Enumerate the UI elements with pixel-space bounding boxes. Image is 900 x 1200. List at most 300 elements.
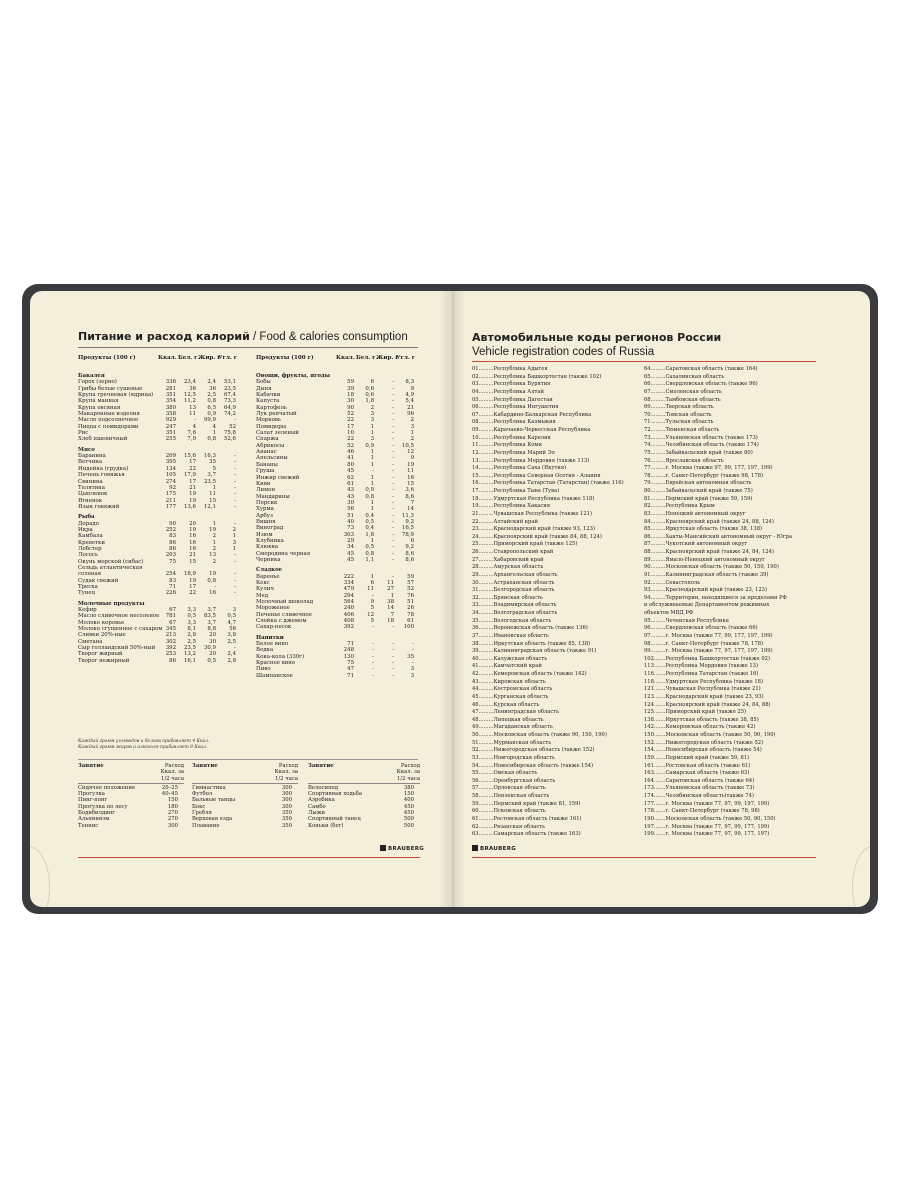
protein-value: 7,6 [187,430,196,437]
carb-value: - [234,590,236,597]
region-code-entry: 27.........Хабаровский край [472,556,544,563]
region-code-entry: 96.........Свердловская область (также 66) [644,625,758,632]
kcal-value: 253 [165,651,176,658]
fat-value: 20 [209,632,216,639]
brand-label: BRAUBERG [388,845,425,852]
product-name: Изюм [256,531,273,538]
kcal-value: 130 [343,653,354,660]
fat-value: 15 [209,497,216,504]
kcal-value: 83 [169,533,176,540]
region-code-entry: 95.........Чеченская Республика [644,617,729,624]
activity-name: Аэробика [308,797,335,804]
protein-value: 0,9 [365,487,374,494]
fat-value: - [392,449,394,456]
activity-kcal: 300 [281,784,292,791]
region-code-entry: 190.......Московская область (также 50, 90, 150) [644,815,776,822]
protein-value: - [372,468,374,475]
fat-value: 35 [209,459,216,466]
protein-value: 1 [370,449,374,456]
activity-name: Коньки (бег) [308,822,344,829]
protein-value: 6 [370,580,374,586]
product-name: Черника [256,556,281,563]
fat-value: - [392,398,394,405]
fat-value: - [392,537,394,544]
activity-header-row [192,776,298,782]
carb-value: - [412,660,414,667]
kcal-value: 67 [169,607,176,614]
logo-mark-icon [380,845,386,851]
carb-value: 11,3 [401,512,414,519]
fat-value: 38 [387,599,394,606]
kcal-value: 479 [343,586,354,593]
protein-value: 8,1 [187,626,196,633]
protein-value: 0,5 [365,544,374,551]
region-code-entry: 04.........Республика Алтай [472,388,544,395]
region-code-entry: 83.........Ненецкий автономный округ [644,510,746,517]
product-name: Баранина [78,453,106,460]
carb-value: 4,7 [227,619,236,626]
activity-kcal: 400 [403,797,414,804]
region-code-entry: 79.........Еврейская автономная область [644,480,752,487]
table-row [256,624,420,630]
region-code-entry: 125.......Приморский край (также 25) [644,709,747,716]
carb-value: - [234,503,236,510]
table-row [78,436,242,442]
carb-value: 3,8 [227,632,236,639]
activity-divider [78,759,418,760]
region-code-entry: 41.........Камчатский край [472,663,542,670]
left-page [30,291,452,907]
activity-name: Спортивная ходьба [308,791,362,798]
region-code-entry: 23.........Краснодарский край (также 93, 123) [472,526,595,533]
activity-col-rate: Ккал. за [160,769,184,776]
region-code-entry: 10.........Республика Карелия [472,434,551,441]
region-code-entry: 33.........Владимирская область [472,602,557,609]
product-name: Дорадо [78,520,99,527]
carb-value: 9,2 [405,518,414,525]
carb-value: 3,6 [405,487,414,494]
product-name: Клюква [256,544,278,551]
carb-value: 61 [407,618,414,625]
fat-value: 1 [212,539,216,546]
fat-value: 13 [209,552,216,559]
activity-col-rate: Ккал. за [274,769,298,776]
activity-kcal: 20–25 [161,784,178,791]
activity-kcal: 150 [167,797,178,804]
product-name: Бананы [256,461,278,468]
product-name: Крупа овсяная [78,404,121,411]
fat-value: - [392,544,394,551]
kcal-value: 39 [347,385,354,392]
activity-name: Теннис [78,822,99,829]
region-code-entry: 49.........Магаданская область [472,724,553,731]
region-code-entry: 154.......Новосибирская область (также 54) [644,747,762,754]
carb-value: 14 [407,506,414,513]
carb-value: - [412,641,414,648]
region-code-entry: 30.........Астраханская область [472,579,555,586]
protein-value: 20 [189,520,196,527]
kcal-value: 345 [165,626,176,633]
protein-value: - [372,592,374,599]
carb-value: 26 [407,605,414,612]
fat-value: 2 [212,533,216,540]
fat-value: 1 [212,430,216,437]
fat-value: - [392,487,394,494]
col-kcal: Ккал. [158,355,177,361]
kcal-value: 92 [169,484,176,491]
fat-value: 20 [209,651,216,658]
region-code-entry: 07.........Кабардино-Балкарская Республика [472,411,592,418]
carb-value: 6 [410,537,414,544]
carb-value: 16 [407,474,414,481]
region-code-entry: 82.........Республика Крым [644,503,715,510]
protein-value: - [194,417,196,424]
carb-value: 100 [403,624,414,631]
region-code-entry: 89.........Ямало-Ненецкий автономный округ [644,556,765,563]
product-name: Смородина черная [256,550,311,557]
kcal-value: 51 [347,512,354,519]
product-name: Печенье сливочное [256,611,312,618]
region-code-entry: 05.........Республика Дагестан [472,396,553,403]
product-name: Абрикосы [256,442,285,449]
kcal-value: 73 [347,525,354,532]
protein-value: 3 [370,417,374,424]
title-en: / Food & calories consumption [249,331,408,343]
protein-value: 0,4 [365,512,374,519]
activity-header-rule [78,783,184,784]
carb-value: 2,8 [227,657,236,664]
carb-value: 15 [407,480,414,487]
protein-value: 9 [370,599,374,606]
product-name: Бобы [256,379,271,386]
fat-value: 16,3 [203,453,216,460]
protein-value: 16 [189,539,196,546]
corner-stitch-decor [852,846,870,907]
carb-value: 3 [232,539,236,546]
region-code-entry: 15.........Республика Северная Осетия - Алания [472,472,601,479]
activity-name: Спортивный танец [308,816,361,823]
region-code-entry: 72.........Тюменская область [644,427,720,433]
region-code-entry: 88.........Красноярский край (также 24, 84, 124) [644,549,774,555]
protein-value: 0,8 [365,493,374,500]
table-row [256,673,420,679]
carb-value: 59 [407,573,414,580]
region-code-entry: 62.........Рязанская область [472,823,545,830]
region-code-entry: 57.........Орловская область [472,785,546,792]
region-code-entry: 52.........Нижегородская область (также 152) [472,747,595,754]
kcal-value: 929 [165,417,176,424]
region-code-entry: 26.........Ставропольский край [472,549,554,555]
fat-value: 2,4 [207,379,216,386]
carb-value: 3 [410,423,414,430]
product-name: Персик [256,499,278,506]
col-carb: Угл. г [218,355,238,361]
fat-value: 36 [209,385,216,392]
activity-name: Лыжи [308,810,326,817]
col-product: Продукты (100 г) [256,355,314,361]
carb-value: 56 [229,626,236,633]
region-code-entry: 70.........Томская область [644,411,712,418]
carb-value: 12 [407,449,414,456]
product-name: Ягненок [78,497,103,504]
region-code-entry: 11.........Республика Коми [472,442,542,449]
kcal-value: 75 [169,558,176,565]
product-name: Икра [78,526,93,533]
protein-value: 2 [370,404,374,411]
carb-value: 8,6 [405,556,414,563]
product-name: соленая [78,571,102,578]
carb-value: - [234,484,236,491]
activity-col-rate: 1/2 часа [275,775,298,782]
activity-kcal: 300 [281,797,292,804]
fat-value: 23,5 [203,478,216,485]
fat-value: - [392,411,394,418]
kcal-value: 29 [347,537,354,544]
protein-value: 11 [367,586,374,593]
note-line: Каждый грамм углеводов и белков прибавляет 4 Ккал. [78,739,210,744]
fat-value: - [392,506,394,513]
kcal-value: 564 [343,599,354,606]
region-code-entry: 177.......г. Москва (также 77, 97, 99, 197, 199) [644,800,770,807]
protein-value: 19 [189,577,196,584]
product-name: Хурма [256,506,274,513]
carb-value: 21 [407,404,414,411]
protein-value: 5 [370,605,374,612]
activity-table-2 [192,763,298,829]
fat-value: - [392,666,394,673]
region-code-entry: 75.........Забайкальский край (также 80) [644,449,753,456]
region-code-entry: 16.........Республика Татарстан (Татарстан) (также 116) [472,480,624,487]
protein-value: 4 [192,423,196,430]
region-code-entry: 74.........Челябинская область (также 174) [644,442,759,449]
protein-value: 0,4 [365,525,374,532]
kcal-value: 90 [169,520,176,527]
protein-value: 0,5 [365,518,374,525]
activity-row [192,823,298,829]
kcal-value: 408 [343,618,354,625]
protein-value: 13,6 [183,503,196,510]
fat-value: - [392,480,394,487]
kcal-value: 395 [165,459,176,466]
product-name: Индейка (грудка) [78,465,129,472]
protein-value: 0,8 [365,550,374,557]
protein-value: 13,2 [183,651,196,658]
product-name: Картофель [256,404,287,411]
fat-value: - [392,468,394,475]
product-name: Свинина [78,478,103,485]
kcal-value: 43 [347,487,354,494]
kcal-value: 67 [169,619,176,626]
fat-value: 27 [387,586,394,593]
carb-value: - [412,647,414,654]
region-code-entry: 02.........Республика Башкортостан (также 102) [472,373,602,380]
kcal-value: 254 [165,571,176,578]
region-code-entry: 85.........Иркутская область (также 38, 138) [644,526,763,533]
carb-value: - [234,478,236,485]
kcal-value: 80 [347,461,354,468]
region-code-entry: 65.........Сахалинская область [644,373,725,380]
product-name: Ветчина [78,459,103,466]
fat-value: - [392,423,394,430]
activity-kcal: 40–45 [161,791,178,798]
kcal-value: 177 [165,503,176,510]
region-code-entry: 03.........Республика Бурятия [472,381,551,388]
carb-value: 2 [410,436,414,443]
kcal-value: 358 [165,411,176,418]
region-code-entry: 76.........Ярославская область [644,457,724,464]
activity-name: Бокс [192,803,206,810]
protein-value: 1 [370,455,374,462]
product-name: Кефир [78,607,97,614]
category-label: Рыба [78,514,95,521]
protein-value: 1,1 [365,556,374,563]
activity-header-row [308,776,420,782]
protein-value: 12,5 [183,392,196,399]
kcal-value: 294 [343,592,354,599]
kcal-value: 71 [347,641,354,648]
fat-value: - [392,531,394,538]
fat-value: - [392,660,394,667]
carb-value: 2,4 [227,651,236,658]
kcal-value: 240 [343,605,354,612]
kcal-value: 56 [347,506,354,513]
kcal-value: 40 [347,518,354,525]
protein-value: 21 [189,484,196,491]
kcal-value: 52 [347,442,354,449]
product-name: Сливки 20%-ные [78,632,126,639]
kcal-value: 75 [347,660,354,667]
protein-value: 2,5 [187,638,196,645]
activity-name: Самбо [308,803,326,810]
protein-value: 5 [370,618,374,625]
region-code-entry: 34.........Волгоградская область [472,610,558,616]
region-code-entry: 63.........Самарская область (также 163) [472,831,581,838]
fat-value: 3,7 [207,607,216,614]
activity-col-rate: Расход [164,763,184,769]
col-fat: Жир. г [198,355,221,361]
fat-value: 1 [212,484,216,491]
region-code-entry: 124.......Красноярский край (также 24, 84, 88) [644,701,771,708]
region-code-entry: 44.........Костромская область [472,686,553,693]
region-code-entry: 19.........Республика Хакасия [472,503,551,510]
activity-table-3 [308,763,420,829]
product-name: Молоко сгущенное с сахаром [78,626,163,633]
activity-name: Сидячее положение [78,784,136,791]
kcal-value: 45 [347,550,354,557]
carb-value: 52 [407,586,414,593]
kcal-value: 354 [165,398,176,405]
fat-value: 19 [209,571,216,578]
fat-value: 6,5 [207,404,216,411]
carb-value: 1 [232,545,236,552]
protein-value: 6 [370,379,374,386]
product-name: Кабачки [256,392,281,399]
activity-kcal: 350 [281,822,292,829]
region-codes-col2 [644,366,792,839]
kcal-value: 61 [347,480,354,487]
protein-value: 12 [367,611,374,618]
product-name: Телятина [78,484,105,491]
title-rule [472,361,816,362]
region-code-entry: 50.........Московская область (также 90, 150, 190) [472,732,607,738]
activity-kcal: 350 [281,816,292,823]
carb-value: - [234,497,236,504]
kcal-value: 83 [169,577,176,584]
kcal-value: 22 [347,436,354,443]
region-code-entry: 42.........Кемеровская область (также 142) [472,671,587,677]
fat-value: - [392,404,394,411]
table-header-2 [256,355,420,361]
fat-value: - [392,499,394,506]
kcal-value: 86 [169,539,176,546]
fat-value: - [392,455,394,462]
food-table-col2 [256,369,420,679]
protein-value: 3 [370,411,374,418]
region-code-entry: 47.........Ленинградская область [472,709,559,716]
fat-value: 12,1 [203,503,216,510]
protein-value: 1 [370,480,374,487]
carb-value: 7 [410,499,414,506]
region-code-entry: 87.........Чукотский автономный округ [644,541,748,548]
protein-value: 1 [370,461,374,468]
activity-col-rate: Ккал. за [396,769,420,776]
fat-value: - [392,392,394,399]
protein-value: 1 [370,474,374,481]
fat-value: - [392,525,394,532]
category-label: Мясо [78,446,95,453]
product-name: Творог жирный [78,651,123,658]
region-code-entry: 06.........Республика Ингушетия [472,404,559,411]
product-name: Рис [78,430,89,437]
product-name: Сметана [78,638,103,645]
col-prot: Бел. г [178,355,198,361]
product-name: Печень говяжья [78,472,125,479]
carb-value: 23,5 [223,385,236,392]
product-name: Лимон [256,487,276,494]
region-code-entry: 12.........Республика Марий Эл [472,449,555,456]
carb-value: 8,3 [405,379,414,386]
product-name: Окунь морской (сибас) [78,558,144,565]
brand-logo-left [380,845,424,852]
activity-header-rule [192,783,298,784]
carb-value: 73,3 [223,398,236,405]
region-code-entry: 56.........Оренбургская область [472,777,556,784]
carb-value: 76 [407,592,414,599]
region-code-entry: 39.........Калининградская область (также 91) [472,648,597,655]
region-code-entry: объектов МВД РФ [644,610,694,616]
fat-value: 30 [209,638,216,645]
protein-value: - [372,666,374,673]
protein-value: 22 [189,590,196,597]
product-name: Груша [256,468,275,475]
region-code-entry: 116.......Республика Татарстан (также 16) [644,671,759,677]
carb-value: 78,9 [401,531,414,538]
fat-value: 8,8 [207,626,216,633]
product-name: Грибы белые сушеные [78,385,143,392]
activity-kcal: 500 [403,816,414,823]
calorie-notes [78,739,209,750]
protein-value: 0,9 [365,442,374,449]
region-code-entry: 25.........Приморский край (также 125) [472,541,578,548]
kcal-value: 59 [347,379,354,386]
kcal-value: 45 [347,556,354,563]
carb-value: 9 [410,455,414,462]
category-label: Бакалея [78,373,105,379]
region-code-entry: 55.........Омская область [472,770,538,777]
category-label: Напитки [256,634,284,641]
region-code-entry: 178.......г. Санкт-Петербург (также 78, 98) [644,808,760,815]
product-name: Мороженое [256,605,290,612]
